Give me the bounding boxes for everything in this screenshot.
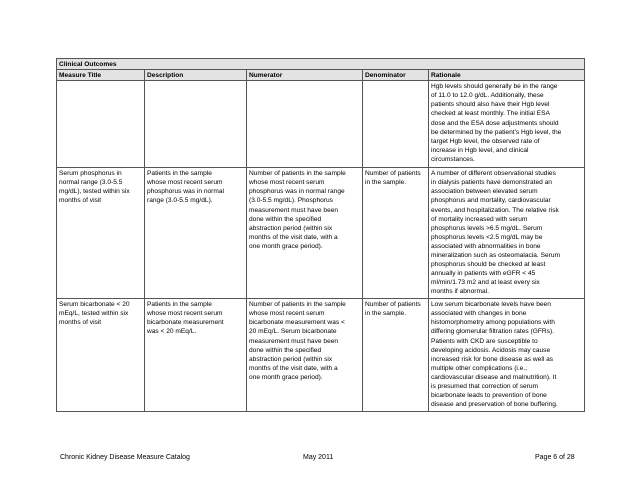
- rationale-cell: Hgb levels should generally be in the range of 11.0 to 12.0 g/dL. Additionally, these patients should also have their Hgb level checked at least monthly. The initial ESA dose and the ESA dose adjustments should be determined by the patient's Hgb level, the target Hgb level, the observed rate of increase in Hgb level, and clinical circumstances.: [429, 81, 585, 168]
- footer-date: May 2011: [303, 454, 334, 461]
- denominator-cell: Number of patients in the sample.: [363, 168, 429, 299]
- measure-title-cell: Serum phosphorus in normal range (3.0-5.5 mg/dL), tested within six months of visit: [57, 168, 145, 299]
- rationale-cell: A number of different observational studies in dialysis patients have demonstrated an association between elevated serum phosphorus and mortality, cardiovascular events, and hospitalization. The relative risk of mortality increased with serum phosphorus levels >6.5 mg/dL. Serum phosphorus levels <2.5 mg/dL may be associated with abnormalities in bone mineralization such as osteomalacia. Serum phosphorus should be checked at least annually in patients with eGFR < 45 ml/min/1.73 m2 and at least every six months if abnormal.: [429, 168, 585, 299]
- measure-table: [56, 58, 585, 412]
- footer-page-number: Page 6 of 28: [535, 454, 575, 461]
- denominator-cell: [363, 81, 429, 168]
- measure-title-cell: [57, 81, 145, 168]
- description-cell: Patients in the sample whose most recent serum phosphorus was in normal range (3.0-5.5 mg/dL).: [145, 168, 247, 299]
- column-header-description: Description: [145, 70, 247, 81]
- rationale-cell: Low serum bicarbonate levels have been associated with changes in bone histomorphometry among populations with differing glomerular filtration rates (GFRs). Patients with CKD are susceptible to developing acidosis. Acidosis may cause increased risk for bone disease as well as multiple other complications (i.e., cardiovascular disease and malnutrition). It is presumed that correction of serum bicarbonate leads to prevention of bone disease and preservation of bone buffering.: [429, 299, 585, 412]
- table-row: [57, 168, 585, 299]
- table-row: [57, 299, 585, 412]
- numerator-cell: [247, 81, 363, 168]
- column-header-denominator: Denominator: [363, 70, 429, 81]
- column-header-numerator: Numerator: [247, 70, 363, 81]
- numerator-cell: Number of patients in the sample whose most recent serum phosphorus was in normal range (3.0-5.5 mg/dL). Phosphorus measurement must have been done within the specified abstraction period (within six months of the visit date, with a one month grace period).: [247, 168, 363, 299]
- section-title: Clinical Outcomes: [57, 59, 585, 70]
- column-header-row: [57, 70, 585, 81]
- column-header-rationale: Rationale: [429, 70, 585, 81]
- denominator-cell: Number of patients in the sample.: [363, 299, 429, 412]
- description-cell: [145, 81, 247, 168]
- column-header-measure-title: Measure Title: [57, 70, 145, 81]
- section-header-row: [57, 59, 585, 70]
- description-cell: Patients in the sample whose most recent serum bicarbonate measurement was < 20 mEq/L.: [145, 299, 247, 412]
- measure-title-cell: Serum bicarbonate < 20 mEq/L, tested within six months of visit: [57, 299, 145, 412]
- footer-catalog-title: Chronic Kidney Disease Measure Catalog: [60, 454, 190, 461]
- numerator-cell: Number of patients in the sample whose most recent serum bicarbonate measurement was < 20 mEq/L. Serum bicarbonate measurement must have been done within the specified abstraction period (within six months of the visit date, with a one month grace period).: [247, 299, 363, 412]
- table-row: [57, 81, 585, 168]
